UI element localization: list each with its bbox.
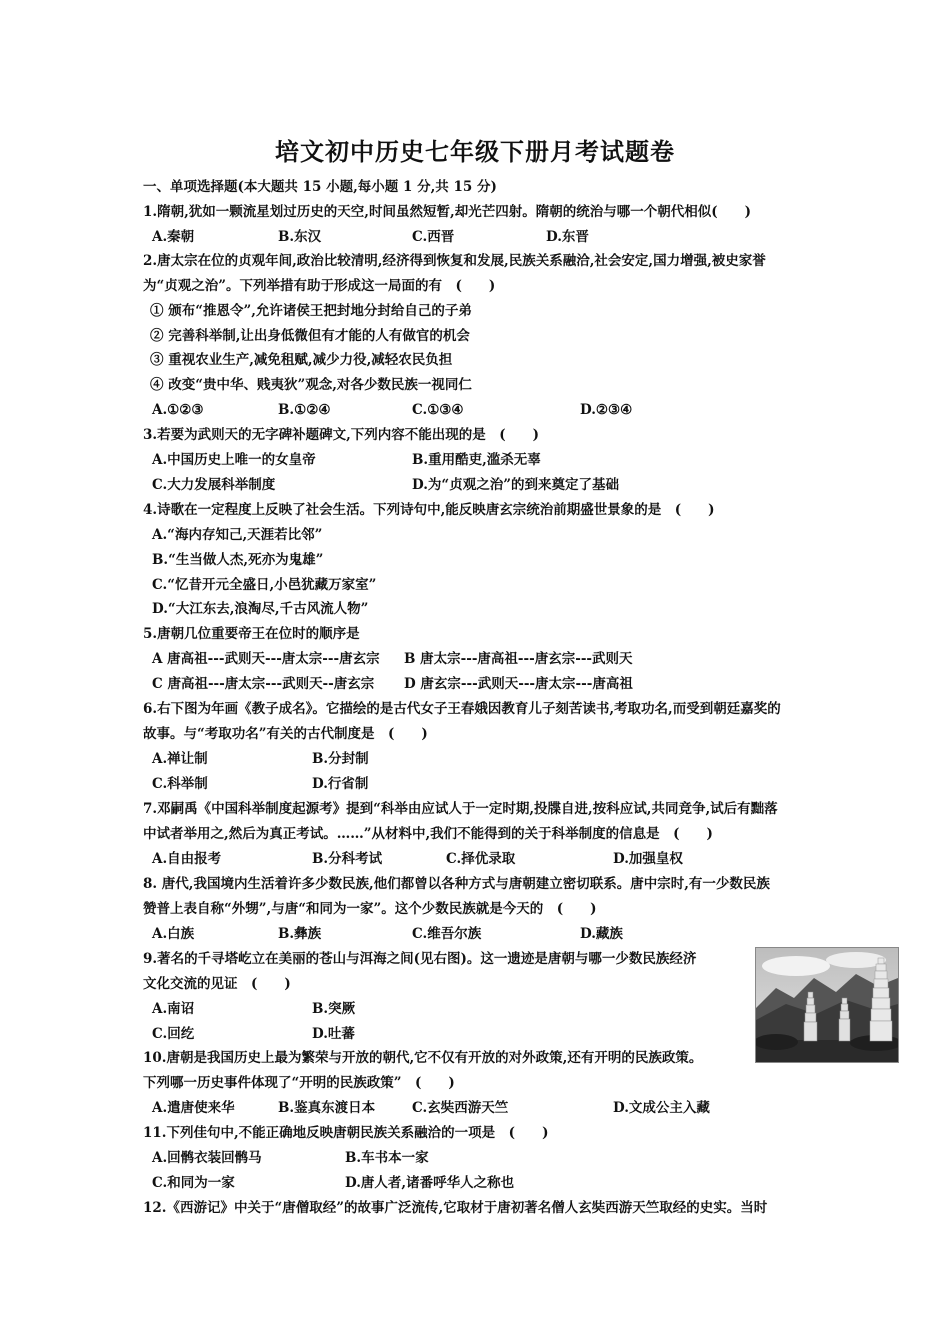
q5-option-d: D 唐玄宗---武则天---唐太宗---唐高祖	[404, 676, 633, 692]
q8-option-a: A.白族	[152, 926, 195, 942]
q4-option-d: D.“大江东去,浪淘尽,千古风流人物”	[152, 601, 369, 617]
q2-item-3: ③ 重视农业生产,减免租赋,减少力役,减轻农民负担	[150, 352, 453, 368]
q3-option-b: B.重用酷吏,滥杀无辜	[412, 452, 541, 468]
question-12-stem: 12.《西游记》中关于“唐僧取经”的故事广泛流传,它取材于唐初著名僧人玄奘西游天竺取经的史实。当时	[143, 1200, 768, 1216]
q9-option-c: C.回纥	[152, 1026, 195, 1042]
question-2-stem-line1: 2.唐太宗在位的贞观年间,政治比较清明,经济得到恢复和发展,民族关系融洽,社会安定,国力增强,被史家誉	[143, 253, 766, 269]
q2-option-c: C.①③④	[412, 402, 464, 418]
question-3-stem: 3.若要为武则天的无字碑补题碑文,下列内容不能出现的是 ( )	[143, 427, 540, 443]
q9-option-a: A.南诏	[152, 1001, 195, 1017]
q3-option-a: A.中国历史上唯一的女皇帝	[152, 452, 316, 468]
q5-option-a: A 唐高祖---武则天---唐太宗---唐玄宗	[152, 651, 380, 667]
q4-option-b: B.“生当做人杰,死亦为鬼雄”	[152, 552, 324, 568]
q3-option-d: D.为“贞观之治”的到来奠定了基础	[412, 477, 619, 493]
q8-option-c: C.维吾尔族	[412, 926, 482, 942]
pagoda-photo	[755, 947, 899, 1063]
q4-option-a: A.“海内存知己,天涯若比邻”	[152, 527, 323, 543]
question-7-stem-line1: 7.邓嗣禹《中国科举制度起源考》提到“科举由应试人于一定时期,投牒自进,按科应试,共同竞争,试后有黜落	[143, 801, 778, 817]
q10-option-a: A.遣唐使来华	[152, 1100, 235, 1116]
q10-option-b: B.鉴真东渡日本	[278, 1100, 376, 1116]
q5-option-b: B 唐太宗---唐高祖---唐玄宗---武则天	[404, 651, 633, 667]
q7-option-d: D.加强皇权	[613, 851, 683, 867]
question-11-stem: 11.下列佳句中,不能正确地反映唐朝民族关系融洽的一项是 ( )	[143, 1125, 549, 1141]
pagoda-illustration	[756, 948, 898, 1062]
q2-option-b: B.①②④	[278, 402, 331, 418]
q8-option-d: D.藏族	[580, 926, 623, 942]
q9-option-d: D.吐蕃	[312, 1026, 355, 1042]
q5-option-c: C 唐高祖---唐太宗---武则天--唐玄宗	[152, 676, 375, 692]
q6-option-d: D.行省制	[312, 776, 369, 792]
q6-option-a: A.禅让制	[152, 751, 208, 767]
question-5-stem: 5.唐朝几位重要帝王在位时的顺序是	[143, 626, 360, 642]
question-2-stem-line2: 为“贞观之治”。下列举措有助于形成这一局面的有 ( )	[143, 278, 496, 294]
q9-option-b: B.突厥	[312, 1001, 356, 1017]
q1-option-d: D.东晋	[546, 229, 589, 245]
q2-item-4: ④ 改变“贵中华、贱夷狄”观念,对各少数民族一视同仁	[150, 377, 472, 393]
q2-option-d: D.②③④	[580, 402, 633, 418]
q6-option-c: C.科举制	[152, 776, 208, 792]
q8-option-b: B.彝族	[278, 926, 322, 942]
q7-option-c: C.择优录取	[446, 851, 516, 867]
q11-option-c: C.和同为一家	[152, 1175, 235, 1191]
q7-option-a: A.自由报考	[152, 851, 222, 867]
q10-option-d: D.文成公主入藏	[613, 1100, 710, 1116]
q4-option-c: C.“忆昔开元全盛日,小邑犹藏万家室”	[152, 577, 377, 593]
question-1-stem: 1.隋朝,犹如一颗流星划过历史的天空,时间虽然短暂,却光芒四射。隋朝的统治与哪一个朝代相似( )	[143, 204, 751, 220]
q11-option-d: D.唐人者,诸番呼华人之称也	[345, 1175, 515, 1191]
question-7-stem-line2: 中试者举用之,然后为真正考试。……”从材料中,我们不能得到的关于科举制度的信息是 ( )	[143, 826, 713, 842]
q2-item-1: ① 颁布“推恩令”,允许诸侯王把封地分封给自己的子弟	[150, 303, 472, 319]
question-9-stem-line1: 9.著名的千寻塔屹立在美丽的苍山与洱海之间(见右图)。这一遗迹是唐朝与哪一少数民族经济	[143, 951, 697, 967]
q1-option-c: C.西晋	[412, 229, 455, 245]
q11-option-b: B.车书本一家	[345, 1150, 429, 1166]
q3-option-c: C.大力发展科举制度	[152, 477, 276, 493]
q10-option-c: C.玄奘西游天竺	[412, 1100, 509, 1116]
question-6-stem-line1: 6.右下图为年画《教子成名》。它描绘的是古代女子王春娥因教育儿子刻苦读书,考取功名,而受到朝廷嘉奖的	[143, 701, 781, 717]
q1-option-a: A.秦朝	[152, 229, 195, 245]
page-title: 培文初中历史七年级下册月考试题卷	[275, 137, 675, 166]
question-8-stem-line1: 8. 唐代,我国境内生活着许多少数民族,他们都曾以各种方式与唐朝建立密切联系。唐中宗时,有一少数民族	[143, 876, 770, 892]
section-heading: 一、单项选择题(本大题共 15 小题,每小题 1 分,共 15 分)	[143, 179, 497, 195]
question-10-stem-line2: 下列哪一历史事件体现了“开明的民族政策” ( )	[143, 1075, 455, 1091]
q2-item-2: ② 完善科举制,让出身低微但有才能的人有做官的机会	[150, 328, 470, 344]
q1-option-b: B.东汉	[278, 229, 322, 245]
question-8-stem-line2: 赞普上表自称“外甥”,与唐“和同为一家”。这个少数民族就是今天的 ( )	[143, 901, 597, 917]
question-10-stem-line1: 10.唐朝是我国历史上最为繁荣与开放的朝代,它不仅有开放的对外政策,还有开明的民族政策。	[143, 1050, 703, 1066]
q7-option-b: B.分科考试	[312, 851, 383, 867]
q11-option-a: A.回鹘衣装回鹘马	[152, 1150, 262, 1166]
q2-option-a: A.①②③	[152, 402, 204, 418]
q6-option-b: B.分封制	[312, 751, 369, 767]
question-6-stem-line2: 故事。与“考取功名”有关的古代制度是 ( )	[143, 726, 428, 742]
question-4-stem: 4.诗歌在一定程度上反映了社会生活。下列诗句中,能反映唐玄宗统治前期盛世景象的是 ( )	[143, 502, 715, 518]
question-9-stem-line2: 文化交流的见证 ( )	[143, 976, 291, 992]
